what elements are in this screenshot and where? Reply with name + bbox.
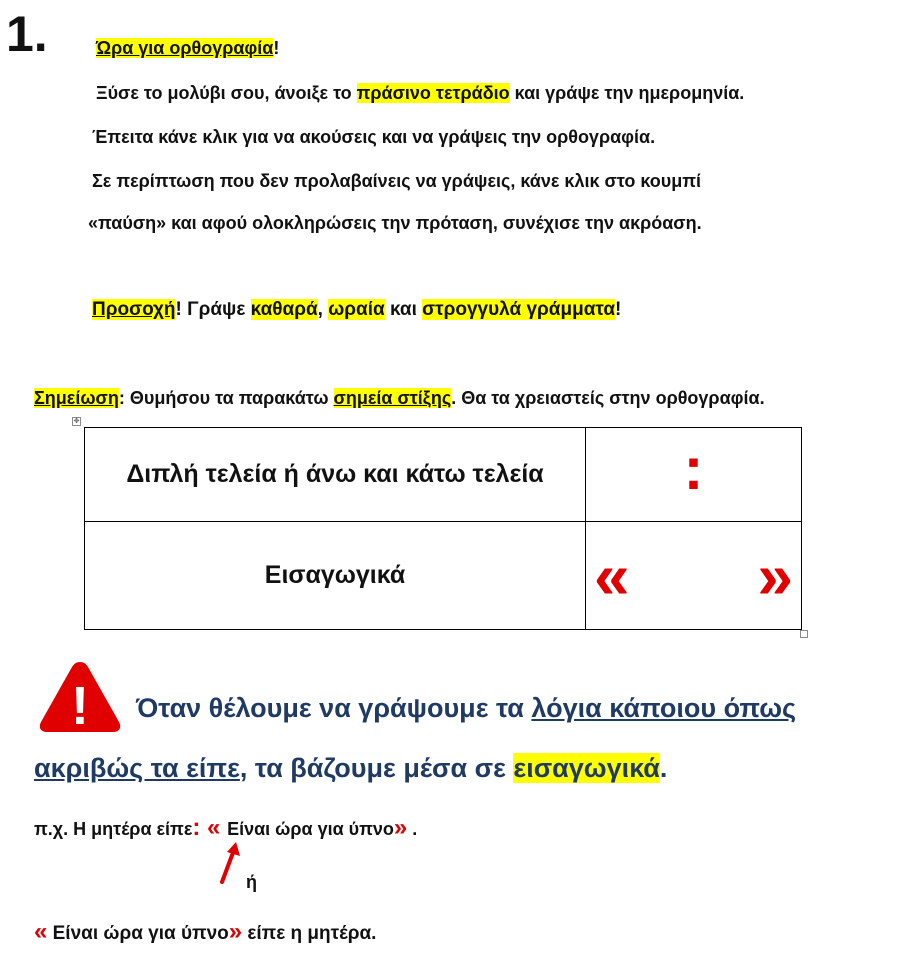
quotes-symbol-cell xyxy=(586,522,802,630)
punctuation-table xyxy=(84,427,802,630)
attention-word: Προσοχή xyxy=(92,299,176,320)
example2-end: είπε η μητέρα. xyxy=(242,923,377,944)
warning-text-3: . xyxy=(659,753,668,783)
example-sentence-1 xyxy=(34,816,417,841)
colon-symbol: : xyxy=(683,434,704,502)
example-quote: Είναι ώρα για ύπνο xyxy=(227,819,394,839)
example-end: . xyxy=(407,819,418,839)
attention-line xyxy=(92,298,621,322)
warning-underlined-2: ακριβώς τα είπε xyxy=(34,753,240,783)
attention-round-letters: στρογγυλά γράμματα xyxy=(422,299,616,320)
note-text-1: : Θυμήσου τα παρακάτω xyxy=(118,388,334,408)
table-move-handle[interactable]: ✥ xyxy=(73,418,80,425)
example-close-quote: » xyxy=(393,814,408,841)
example-colon: : xyxy=(192,814,201,841)
instruction-line-5: «παύση» και αφού ολοκληρώσεις την πρόταση, συνέχισε την ακρόαση. xyxy=(88,213,702,233)
warning-text-2: , τα βάζουμε μέσα σε xyxy=(239,753,514,783)
open-quote-symbol: « xyxy=(594,539,630,612)
or-word: ή xyxy=(246,872,257,892)
instruction-line-3: Έπειτα κάνε κλικ για να ακούσεις και να γράψεις την ορθογραφία. xyxy=(92,127,656,147)
attention-text-1: ! Γράψε xyxy=(175,299,251,320)
colon-symbol-cell xyxy=(586,428,802,522)
quotes-name-cell: Εισαγωγικά xyxy=(85,522,586,630)
svg-text:!: ! xyxy=(71,676,89,734)
warning-line-1 xyxy=(136,690,796,726)
quotes-word-highlight: εισαγωγικά xyxy=(513,753,660,783)
title-end: ! xyxy=(273,38,280,58)
title-highlight: Ώρα για ορθογραφία xyxy=(96,38,274,58)
note-label: Σημείωση xyxy=(34,388,119,408)
note-line xyxy=(34,386,765,410)
punctuation-marks-highlight: σημεία στίξης xyxy=(333,388,452,408)
instruction-2a: Ξύσε το μολύβι σου, άνοιξε το xyxy=(96,83,357,103)
attention-nice: ωραία xyxy=(328,299,385,320)
warning-icon xyxy=(38,658,122,734)
note-text-2: . Θα τα χρειαστείς στην ορθογραφία. xyxy=(451,388,765,408)
red-arrow-icon xyxy=(214,840,244,886)
table-row xyxy=(85,428,802,522)
attention-text-3: και xyxy=(384,299,423,320)
attention-text-2: , xyxy=(317,299,329,320)
example-prefix: π.χ. Η μητέρα είπε xyxy=(34,819,193,839)
close-quote-symbol: » xyxy=(757,539,793,612)
colon-name-cell: Διπλή τελεία ή άνω και κάτω τελεία xyxy=(85,428,586,522)
example-open-quote: « xyxy=(200,814,228,841)
attention-text-4: ! xyxy=(615,299,622,320)
exercise-number: 1. xyxy=(6,6,48,62)
table-resize-handle[interactable] xyxy=(800,630,808,638)
instruction-2b: και γράψε την ημερομηνία. xyxy=(509,83,745,103)
attention-clean: καθαρά xyxy=(250,299,318,320)
example2-close-quote: » xyxy=(228,918,243,945)
table-row xyxy=(85,522,802,630)
warning-text-1: Όταν θέλουμε να γράψουμε τα xyxy=(136,693,532,723)
instruction-line-4: Σε περίπτωση που δεν προλαβαίνεις να γράψεις, κάνε κλικ στο κουμπί xyxy=(92,171,702,191)
example-sentence-2 xyxy=(34,920,376,946)
warning-underlined-1: λόγια κάποιου όπως xyxy=(531,693,797,723)
example2-open-quote: « xyxy=(34,918,48,945)
example2-quote: Είναι ώρα για ύπνο xyxy=(47,923,229,944)
title-line xyxy=(96,36,279,60)
instruction-line-2 xyxy=(96,81,744,105)
green-notebook-highlight: πράσινο τετράδιο xyxy=(356,83,510,103)
warning-line-2 xyxy=(34,750,667,786)
